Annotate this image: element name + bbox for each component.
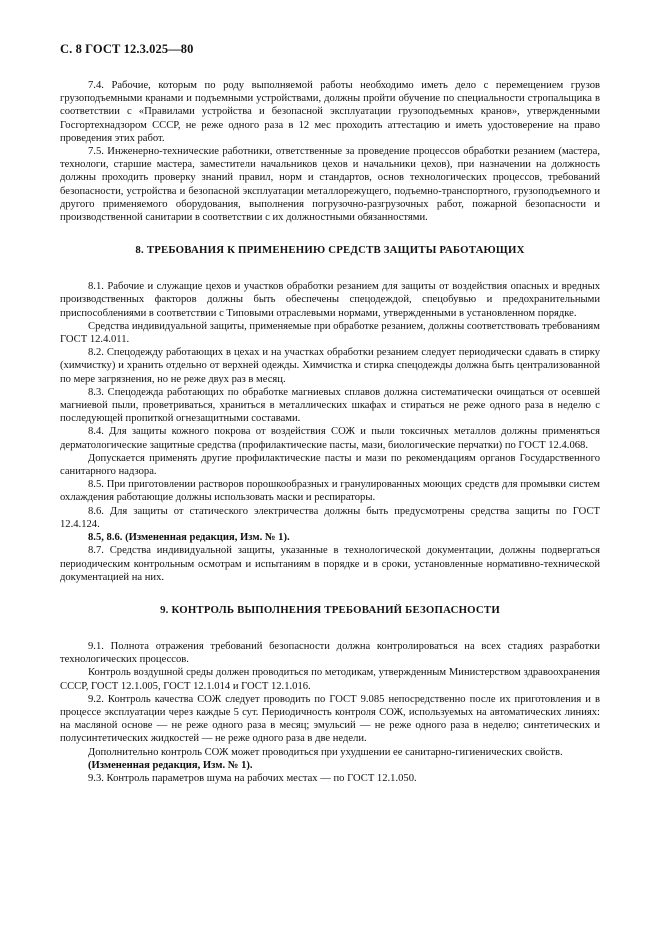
paragraph: Дополнительно контроль СОЖ может проводиться при ухудшении ее санитарно-гигиенических свойств.	[88, 746, 563, 758]
paragraph-7-5: 7.5. Инженерно-технические работники, ответственные за проведение процессов обработки резанием (мастера, технологи, старшие мастера, заместители начальников цехов и начальники цехов), при назначении на должность должны проходить проверку знаний правил, норм и стандартов, основ технологических процессов, требований безопасности, устройства и безопасной эксплуатации металлорежущего, подъемно-транспортного, грузоподъемного и другого применяемого оборудования, выполнения погрузочно-разгрузочных работ, пожарной безопасности и производственной санитарии в соответствии с их должностными обязанностями.	[60, 146, 600, 224]
paragraph-9-2: 9.2. Контроль качества СОЖ следует проводить по ГОСТ 9.085 непосредственно после их приготовления и в процессе эксплуатации через каждые 5 сут. Периодичность контроля СОЖ, используемых на автоматических линиях: на масляной основе — не реже одного раза в месяц; эмульсий — не реже одного раза в неделю; синтетических и полусинтетических жидкостей — не реже одного раза в две недели.	[60, 693, 600, 745]
document-page	[60, 42, 600, 785]
paragraph-8-1: 8.1. Рабочие и служащие цехов и участков обработки резанием для защиты от воздействия опасных и вредных производственных факторов должны быть обеспечены спецодеждой, спецобувью и предохранительными приспособлениями в соответствии с Типовыми отраслевыми нормами, утвержденными в установленном порядке.	[60, 281, 600, 319]
section-9-heading: 9. КОНТРОЛЬ ВЫПОЛНЕНИЯ ТРЕБОВАНИЙ БЕЗОПАСНОСТИ	[160, 603, 500, 616]
section-8-heading: 8. ТРЕБОВАНИЯ К ПРИМЕНЕНИЮ СРЕДСТВ ЗАЩИТЫ РАБОТАЮЩИХ	[135, 244, 525, 257]
paragraph-8-5: 8.5. При приготовлении растворов порошкообразных и гранулированных моющих средств для промывки систем охлаждения работающие должны использовать маски и респираторы.	[60, 479, 600, 504]
paragraph-9-1: 9.1. Полнота отражения требований безопасности должна контролироваться на всех стадиях разработки технологических процессов.	[60, 640, 600, 666]
paragraph: Средства индивидуальной защиты, применяемые при обработке резанием, должны соответствовать требованиям ГОСТ 12.4.011.	[60, 320, 600, 346]
page-header: С. 8 ГОСТ 12.3.025—80	[60, 42, 194, 56]
paragraph-7-4: 7.4. Рабочие, которым по роду выполняемой работы необходимо иметь дело с перемещением грузов грузоподъемными кранами и подъемными устройствами, должны пройти обучение по специальности стропальщика в соответствии с «Правилами устройства и безопасной эксплуатации грузоподъемных кранов», утвержденными Госгортехнадзором СССР, не реже одного раза в 12 мес проходить аттестацию и иметь удостоверение на право проведения этих работ.	[60, 80, 600, 144]
paragraph-8-6: 8.6. Для защиты от статического электричества должны быть предусмотрены средства защиты по ГОСТ 12.4.124.	[60, 505, 600, 530]
paragraph-8-3: 8.3. Спецодежда работающих по обработке магниевых сплавов должна систематически очищаться от осевшей магниевой пыли, проветриваться, храниться в металлических шкафах и стираться не реже одного раза в неделю с последующей пропиткой огнезащитными составами.	[60, 386, 600, 425]
paragraph-8-4: 8.4. Для защиты кожного покрова от воздействия СОЖ и пыли токсичных металлов должны применяться дерматологические защитные средства (профилактические пасты, мази, биологические перчатки) по ГОСТ 12.4.068.	[60, 426, 600, 451]
amendment-note: 8.5, 8.6. (Измененная редакция, Изм. № 1).	[88, 532, 290, 544]
paragraph-8-7: 8.7. Средства индивидуальной защиты, указанные в технологической документации, должны подвергаться периодическим контрольным осмотрам и испытаниям в порядке и в сроки, установленные нормативно-технической документацией на них.	[60, 545, 600, 583]
paragraph: Контроль воздушной среды должен проводиться по методикам, утвержденным Министерством здравоохранения СССР, ГОСТ 12.1.005, ГОСТ 12.1.014 и ГОСТ 12.1.016.	[60, 667, 600, 692]
paragraph-9-3: 9.3. Контроль параметров шума на рабочих местах — по ГОСТ 12.1.050.	[88, 772, 417, 784]
paragraph-8-2: 8.2. Спецодежду работающих в цехах и на участках обработки резанием следует периодически сдавать в стирку (химчистку) и хранить отдельно от верхней одежды. Химчистка и стирка спецодежды должна быть централизованной по мере загрязнения, но не реже двух раз в месяц.	[60, 347, 600, 385]
paragraph: Допускается применять другие профилактические пасты и мази по рекомендациям органов Государственного санитарного надзора.	[60, 452, 600, 478]
amendment-note: (Измененная редакция, Изм. № 1).	[88, 759, 253, 771]
